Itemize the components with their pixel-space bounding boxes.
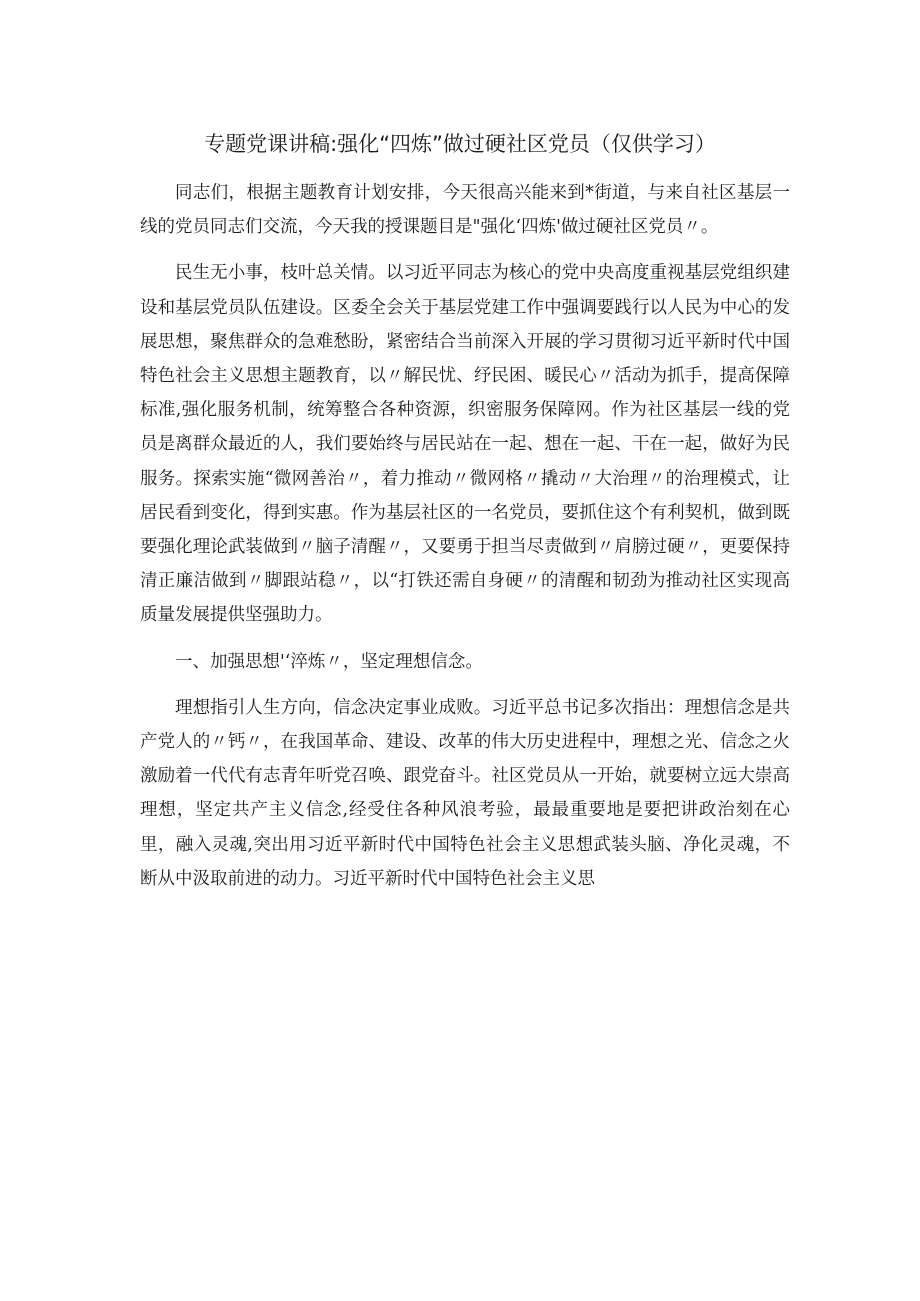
document-body [140,176,790,896]
document-title: 专题党课讲稿:强化“四炼”做过硬社区党员（仅供学习） [204,132,716,156]
paragraph-ideals: 理想指引人生方向，信念决定事业成败。习近平总书记多次指出：理想信念是共产党人的〃钙〃，在我国革命、建设、改革的伟大历史进程中，理想之光、信念之火激励着一代代有志青年听党召唤、跟党奋斗。社区党员从一开始，就要树立远大崇高理想，坚定共产主义信念,经受住各种风浪考验，最最重要地是要把讲政治刻在心里，融入灵魂,突出用习近平新时代中国特色社会主义思想武装头脑、净化灵魂，不断从中汲取前进的动力。习近平新时代中国特色社会主义思 [140,697,790,889]
section-heading-1: 一、加强思想'‘淬炼〃，坚定理想信念。 [175,651,483,672]
paragraph-livelihood: 民生无小事，枝叶总关情。以习近平同志为核心的党中央高度重视基层党组织建设和基层党员队伍建设。区委全会关于基层党建工作中强调要践行以人民为中心的发展思想，聚焦群众的急难愁盼，紧密结合当前深入开展的学习贯彻习近平新时代中国特色社会主义思想主题教育，以〃解民忧、纾民困、暖民心〃活动为抓手，提高保障标准,强化服务机制，统筹整合各种资源，织密服务保障网。作为社区基层一线的党员是离群众最近的人，我们要始终与居民站在一起、想在一起、干在一起，做好为民服务。探索实施“微网善治〃，着力推动〃微网格〃撬动〃大治理〃的治理模式，让居民看到变化，得到实惠。作为基层社区的一名党员，要抓住这个有利契机，做到既要强化理论武装做到〃脑子清醒〃，又要勇于担当尽责做到〃肩膀过硬〃，更要保持清正廉洁做到〃脚跟站稳〃，以“打铁还需自身硬〃的清醒和韧劲为推动社区实现高质量发展提供坚强助力。 [140,263,790,626]
paragraph-opening: 同志们，根据主题教育计划安排，今天很高兴能来到*街道，与来自社区基层一线的党员同志们交流，今天我的授课题目是"强化‘四炼'做过硬社区党员〃。 [140,183,790,238]
